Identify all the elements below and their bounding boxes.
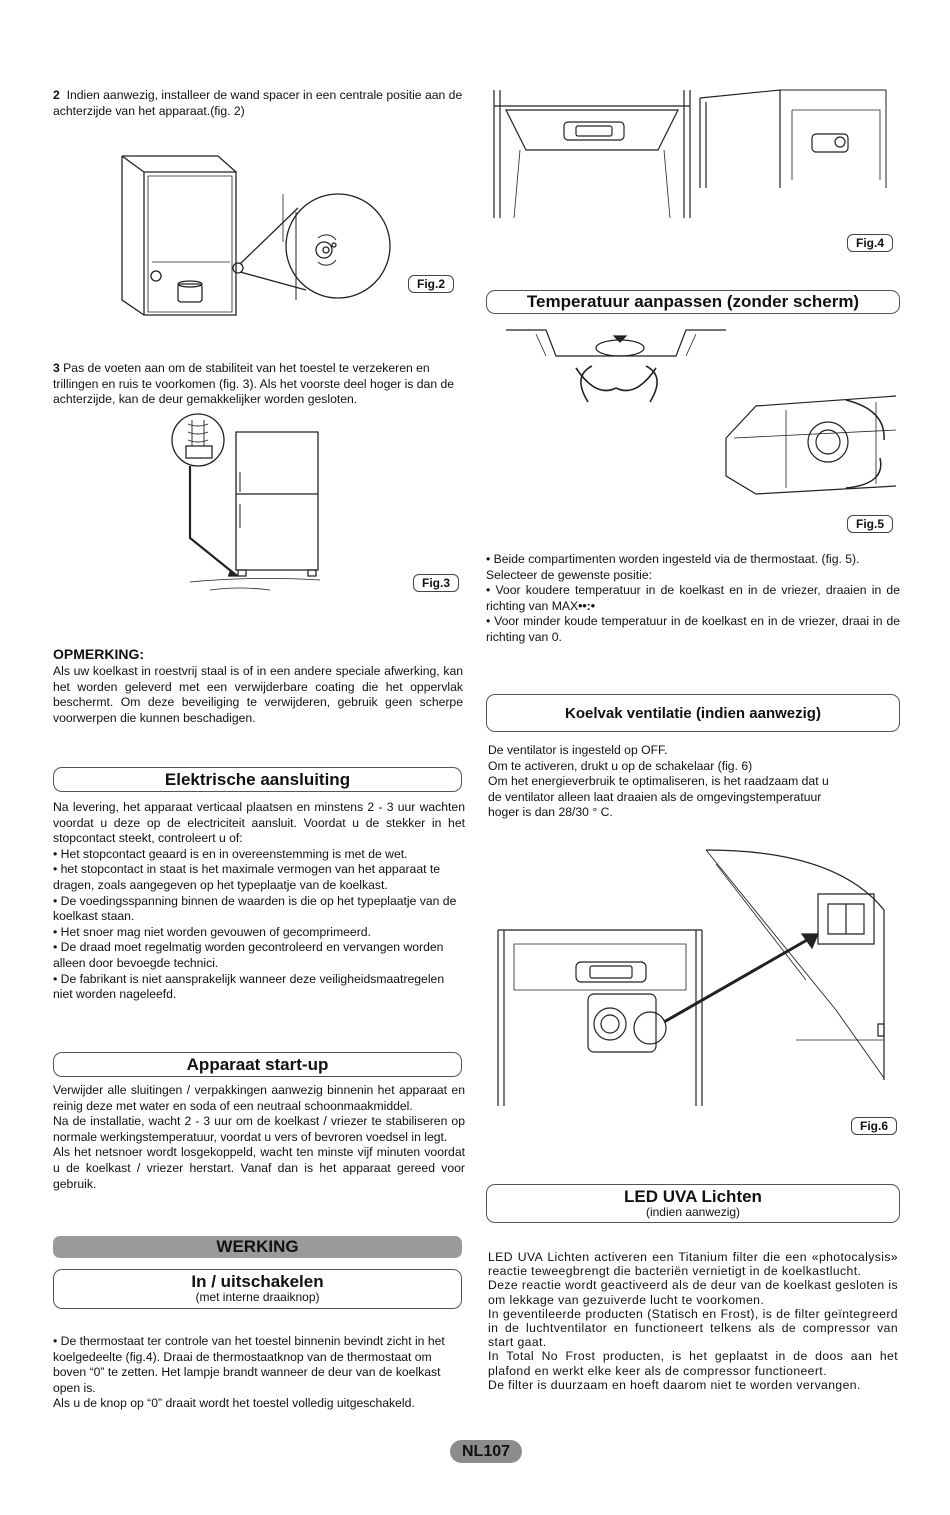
step-2-number: 2 <box>53 88 60 102</box>
vent-heading <box>486 694 900 732</box>
onoff-heading <box>53 1269 462 1309</box>
electric-bullet: • Het snoer mag niet worden gevouwen of gecomprimeerd. <box>53 924 371 939</box>
led-subtitle: (indien aanwezig) <box>645 1205 741 1219</box>
electric-intro: Na levering, het apparaat verticaal plaatsen en minstens 2 - 3 uur wachten voordat u deze op de electriciteit aansluit. Voordat u de stekker in het stopcontact steekt, controleert u of: <box>53 800 465 846</box>
startup-section <box>53 1083 465 1192</box>
onoff-paragraph: • De thermostaat ter controle van het toestel binnenin bevindt zicht in het koelgedeelte (fig.4). Draai de thermostaatknop van de thermostaat om boven “0” te zetten. Het lampje brandt wanneer de deur van de koelkast open is. <box>53 1334 445 1395</box>
electric-bullet: • het stopcontact in staat is het maximale vermogen van het apparaat te dragen, zoals aangegeven op het typeplaatje van de koelkast. <box>53 862 441 892</box>
onoff-subtitle: (met interne draaiknop) <box>195 1290 320 1304</box>
electric-heading <box>53 767 462 792</box>
led-paragraph: LED UVA Lichten activeren een Titanium filter die een «photocalysis» reactie teweegbrengt die bacteriën vernietigt in de koelkastlucht. <box>488 1250 898 1279</box>
fig4-label: Fig.4 <box>847 234 893 252</box>
onoff-paragraph: Als u de knop op “0” draait wordt het toestel volledig uitgeschakeld. <box>53 1396 415 1411</box>
note-text: Als uw koelkast in roestvrij staal is of in een andere speciale afwerking, kan het worden geleverd met een verwijderbare coating die het oppervlak beschermt. Om deze beveiliging te verwijderen, gebruik geen scherpe voorwerpen die kunnen beschadigen. <box>53 664 463 725</box>
fig3-feet-adjust-illustration <box>170 412 330 597</box>
temp-line: • Voor minder koude temperatuur in de koelkast en in de vriezer, draai in de richting van 0. <box>486 614 900 644</box>
electric-bullet: • Het stopcontact geaard is en in overeenstemming is met de wet. <box>53 846 408 861</box>
electric-title: Elektrische aansluiting <box>164 770 351 789</box>
startup-title: Apparaat start-up <box>186 1055 329 1074</box>
fig2-label: Fig.2 <box>408 275 454 293</box>
step-3-text <box>53 361 465 408</box>
vent-line: Om te activeren, drukt u op de schakelaar (fig. 6) <box>488 758 753 773</box>
temp-heading <box>486 290 900 314</box>
vent-title: Koelvak ventilatie (indien aanwezig) <box>565 705 821 722</box>
led-title: LED UVA Lichten <box>624 1187 762 1206</box>
electric-bullet: • De voedingsspanning binnen de waarden is die op het typeplaatje van de koelkast staan. <box>53 893 457 924</box>
fig5-thermostat-knob-illustration <box>506 326 896 496</box>
temp-line: • Beide compartimenten worden ingesteld via de thermostaat. (fig. 5). <box>486 552 860 566</box>
temp-line: • Voor koudere temperatuur in de koelkast en in de vriezer, draaien in de richting van MAX <box>486 583 900 613</box>
led-heading <box>486 1184 900 1223</box>
led-paragraph: In geventileerde producten (Statisch en Frost), is de filter geïntegreerd in de luchtventilator en functioneert telkens als de compressor van start gaat. <box>488 1306 898 1350</box>
led-section <box>488 1250 898 1392</box>
led-paragraph: Deze reactie wordt geactiveerd als de deur van de koelkast gesloten is om lekkage van gezuiverde lucht te voorkomen. <box>488 1278 898 1307</box>
page-number: NL107 <box>450 1440 522 1463</box>
fig6-fan-switch-illustration <box>496 850 888 1112</box>
vent-line: de ventilator alleen laat draaien als de omgevingstemperatuur <box>488 789 822 804</box>
werking-title: WERKING <box>216 1237 299 1256</box>
temp-title: Temperatuur aanpassen (zonder scherm) <box>526 292 860 311</box>
vent-line: hoger is dan 28/30 ° C. <box>488 805 613 820</box>
step-3-body: Pas de voeten aan om de stabiliteit van het toestel te verzekeren en trillingen en ruis te voorkomen (fig. 3). Als het voorste deel hoger is dan de achterzijde, kan de deur gemakkelijker worden gesloten. <box>53 361 455 407</box>
fig4-thermostat-illustration <box>492 90 892 222</box>
vent-section <box>488 743 898 821</box>
werking-banner <box>53 1236 462 1258</box>
startup-paragraph: Na de installatie, wacht 2 - 3 uur om de koelkast / vriezer te stabiliseren op normale werkingstemperatuur, voordat u vers of bevroren voedsel in legt. <box>53 1114 465 1144</box>
step-3-number: 3 <box>53 361 60 375</box>
electric-section <box>53 800 465 1003</box>
startup-paragraph: Verwijder alle sluitingen / verpakkingen aanwezig binnenin het apparaat en reinig deze met water en soda of een neutraal schoonmaakmiddel. <box>53 1083 465 1113</box>
startup-heading <box>53 1052 462 1077</box>
led-paragraph: De filter is duurzaam en hoeft daarom niet te worden vervangen. <box>488 1377 861 1392</box>
step-2-text <box>53 88 463 119</box>
fig3-label: Fig.3 <box>413 574 459 592</box>
electric-bullet: • De fabrikant is niet aansprakelijk wanneer deze veiligheidsmaatregelen niet worden nageleefd. <box>53 971 445 1002</box>
note-title: OPMERKING: <box>53 646 144 662</box>
fig6-label: Fig.6 <box>851 1117 897 1135</box>
led-paragraph: In Total No Frost producten, is het geplaatst in de doos aan het plafond en werkt elke keer als de compressor functioneert. <box>488 1349 898 1378</box>
electric-bullet: • De draad moet regelmatig worden gecontroleerd en vervangen worden alleen door bevoegde technici. <box>53 940 444 970</box>
fig2-wall-spacer-illustration <box>118 150 368 320</box>
step-2-body: Indien aanwezig, installeer de wand spacer in een centrale positie aan de achterzijde van het apparaat.(fig. 2) <box>53 88 463 118</box>
onoff-section <box>53 1334 465 1412</box>
startup-paragraph: Als het netsnoer wordt losgekoppeld, wacht ten minste vijf minuten voordat u de koelkast / vriezer herstart. Vanaf dan is het apparaat gereed voor gebruik. <box>53 1145 465 1191</box>
fig5-label: Fig.5 <box>847 515 893 533</box>
vent-line: Om het energieverbruik te optimaliseren, is het raadzaam dat u <box>488 774 829 789</box>
temp-section <box>486 552 900 646</box>
temp-line: Selecteer de gewenste positie: <box>486 567 652 582</box>
max-symbol: ••:• <box>578 598 595 613</box>
vent-line: De ventilator is ingesteld op OFF. <box>488 743 668 757</box>
onoff-title: In / uitschakelen <box>191 1272 324 1291</box>
